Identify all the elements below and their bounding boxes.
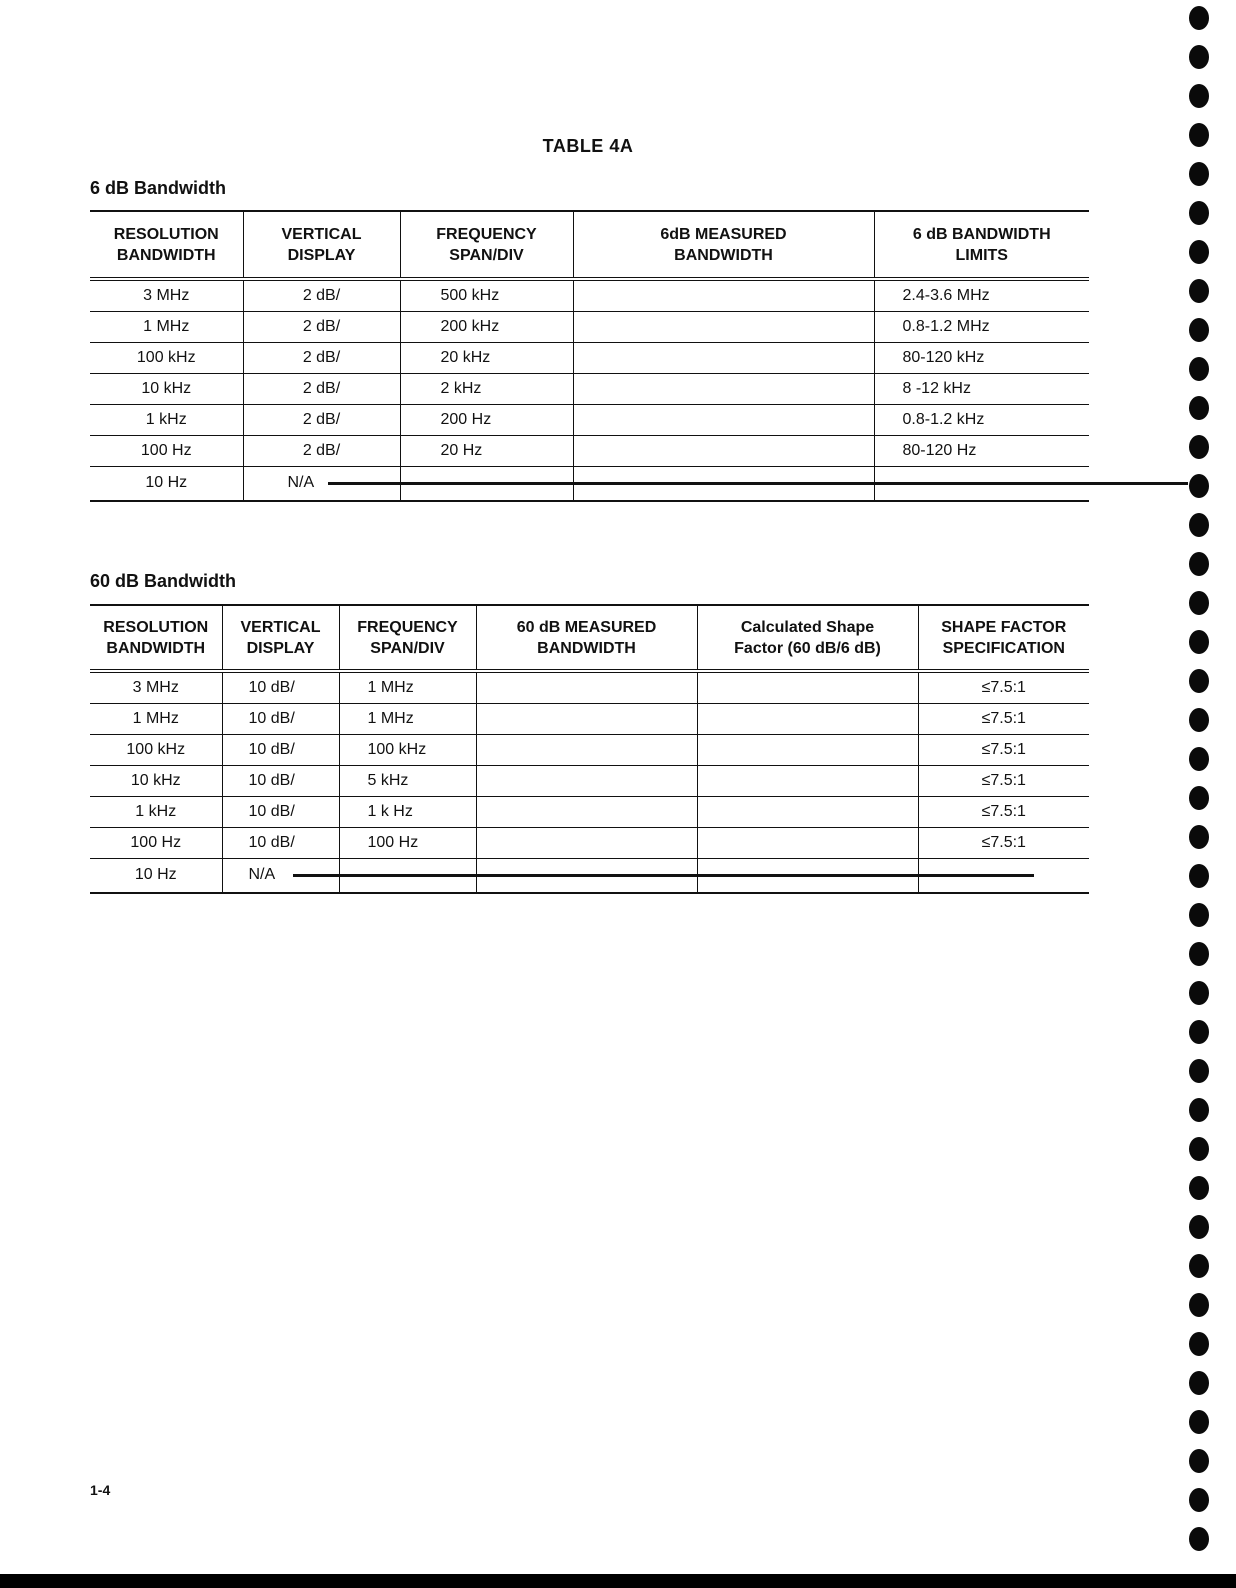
- shape-factor-spec-cell: ≤7.5:1: [918, 797, 1089, 828]
- frequency-span-cell: 500 kHz: [400, 279, 573, 312]
- vertical-display-cell: 2 dB/: [243, 343, 400, 374]
- vertical-display-cell: [243, 467, 400, 501]
- vertical-display-cell: 2 dB/: [243, 405, 400, 436]
- vertical-display-cell: 10 dB/: [222, 766, 339, 797]
- measured-bandwidth-cell[interactable]: [573, 279, 874, 312]
- frequency-span-cell: 1 k Hz: [339, 797, 476, 828]
- measured-bandwidth-cell[interactable]: [573, 312, 874, 343]
- vertical-display-cell: 10 dB/: [222, 704, 339, 735]
- resolution-bandwidth-cell: 3 MHz: [90, 671, 222, 704]
- table-row: [90, 374, 1089, 405]
- measured-bandwidth-cell[interactable]: [476, 766, 697, 797]
- frequency-span-cell: 2 kHz: [400, 374, 573, 405]
- measured-bandwidth-cell[interactable]: [476, 704, 697, 735]
- measured-bandwidth-cell[interactable]: [573, 436, 874, 467]
- resolution-bandwidth-cell: 10 kHz: [90, 374, 243, 405]
- resolution-bandwidth-cell: 1 kHz: [90, 405, 243, 436]
- vertical-display-cell: 2 dB/: [243, 279, 400, 312]
- resolution-bandwidth-cell: 3 MHz: [90, 279, 243, 312]
- resolution-bandwidth-cell: 100 kHz: [90, 735, 222, 766]
- column-header-measured-bandwidth: 60 dB MEASURED BANDWIDTH: [476, 605, 697, 671]
- table-row: [90, 343, 1089, 374]
- shape-factor-spec-cell: [918, 859, 1089, 893]
- table-row: [90, 735, 1089, 766]
- page-title: TABLE 4A: [542, 136, 634, 156]
- shape-factor-spec-cell: ≤7.5:1: [918, 704, 1089, 735]
- scan-bottom-edge: [0, 1574, 1236, 1588]
- table-row: [90, 405, 1089, 436]
- column-header-resolution-bandwidth: RESOLUTION BANDWIDTH: [90, 211, 243, 279]
- table-row-not-applicable: [90, 859, 1089, 893]
- shape-factor-spec-cell: ≤7.5:1: [918, 766, 1089, 797]
- table-row: [90, 436, 1089, 467]
- bandwidth-limit-cell: 0.8-1.2 kHz: [874, 405, 1089, 436]
- column-header-bandwidth-limits: 6 dB BANDWIDTH LIMITS: [874, 211, 1089, 279]
- frequency-span-cell: 200 kHz: [400, 312, 573, 343]
- shape-factor-spec-cell: ≤7.5:1: [918, 828, 1089, 859]
- calculated-shape-factor-cell[interactable]: [697, 828, 918, 859]
- vertical-display-cell: 10 dB/: [222, 671, 339, 704]
- shape-factor-spec-cell: ≤7.5:1: [918, 735, 1089, 766]
- calculated-shape-factor-cell[interactable]: [697, 671, 918, 704]
- frequency-span-cell: 1 MHz: [339, 671, 476, 704]
- frequency-span-cell: 5 kHz: [339, 766, 476, 797]
- column-header-resolution-bandwidth: RESOLUTION BANDWIDTH: [90, 605, 222, 671]
- bandwidth-limit-cell: 8 -12 kHz: [874, 374, 1089, 405]
- calculated-shape-factor-cell[interactable]: [697, 797, 918, 828]
- bandwidth-limit-cell: 0.8-1.2 MHz: [874, 312, 1089, 343]
- frequency-span-cell: [400, 467, 573, 501]
- calculated-shape-factor-cell[interactable]: [697, 766, 918, 797]
- binding-holes: [1186, 4, 1214, 1572]
- vertical-display-cell: [222, 859, 339, 893]
- frequency-span-cell: 1 MHz: [339, 704, 476, 735]
- resolution-bandwidth-cell: 1 kHz: [90, 797, 222, 828]
- shape-factor-spec-cell: ≤7.5:1: [918, 671, 1089, 704]
- frequency-span-cell: 100 Hz: [339, 828, 476, 859]
- vertical-display-cell: 10 dB/: [222, 735, 339, 766]
- table-row: [90, 828, 1089, 859]
- vertical-display-cell: 2 dB/: [243, 436, 400, 467]
- frequency-span-cell: 200 Hz: [400, 405, 573, 436]
- section-heading-6db: 6 dB Bandwidth: [90, 178, 226, 198]
- column-header-calculated-shape-factor: Calculated Shape Factor (60 dB/6 dB): [697, 605, 918, 671]
- measured-bandwidth-cell[interactable]: [573, 343, 874, 374]
- resolution-bandwidth-cell: 10 Hz: [90, 859, 222, 893]
- measured-bandwidth-cell[interactable]: [476, 828, 697, 859]
- resolution-bandwidth-cell: 10 kHz: [90, 766, 222, 797]
- resolution-bandwidth-cell: 10 Hz: [90, 467, 243, 501]
- table-header-row: [90, 605, 1089, 671]
- column-header-frequency-span: FREQUENCY SPAN/DIV: [400, 211, 573, 279]
- column-header-frequency-span: FREQUENCY SPAN/DIV: [339, 605, 476, 671]
- vertical-display-cell: 10 dB/: [222, 797, 339, 828]
- measured-bandwidth-cell: [476, 859, 697, 893]
- table-row: [90, 312, 1089, 343]
- resolution-bandwidth-cell: 100 kHz: [90, 343, 243, 374]
- calculated-shape-factor-cell[interactable]: [697, 735, 918, 766]
- measured-bandwidth-cell[interactable]: [476, 671, 697, 704]
- column-header-vertical-display: VERTICAL DISPLAY: [222, 605, 339, 671]
- resolution-bandwidth-cell: 100 Hz: [90, 436, 243, 467]
- frequency-span-cell: 20 kHz: [400, 343, 573, 374]
- vertical-display-cell: 10 dB/: [222, 828, 339, 859]
- table-header-row: [90, 211, 1089, 279]
- calculated-shape-factor-cell: [697, 859, 918, 893]
- frequency-span-cell: [339, 859, 476, 893]
- frequency-span-cell: 100 kHz: [339, 735, 476, 766]
- calculated-shape-factor-cell[interactable]: [697, 704, 918, 735]
- bandwidth-limit-cell: 2.4-3.6 MHz: [874, 279, 1089, 312]
- table-6db-bandwidth: [90, 210, 1089, 502]
- not-applicable-label: N/A: [248, 866, 276, 884]
- resolution-bandwidth-cell: 1 MHz: [90, 704, 222, 735]
- table-row: [90, 671, 1089, 704]
- bandwidth-limit-cell: 80-120 Hz: [874, 436, 1089, 467]
- bandwidth-limit-cell: [874, 467, 1089, 501]
- frequency-span-cell: 20 Hz: [400, 436, 573, 467]
- measured-bandwidth-cell: [573, 467, 874, 501]
- resolution-bandwidth-cell: 1 MHz: [90, 312, 243, 343]
- measured-bandwidth-cell[interactable]: [476, 797, 697, 828]
- table-row: [90, 704, 1089, 735]
- vertical-display-cell: 2 dB/: [243, 374, 400, 405]
- table-row: [90, 766, 1089, 797]
- vertical-display-cell: 2 dB/: [243, 312, 400, 343]
- column-header-measured-bandwidth: 6dB MEASURED BANDWIDTH: [573, 211, 874, 279]
- column-header-vertical-display: VERTICAL DISPLAY: [243, 211, 400, 279]
- not-applicable-label: N/A: [287, 474, 315, 492]
- page-number: 1-4: [90, 1482, 111, 1498]
- resolution-bandwidth-cell: 100 Hz: [90, 828, 222, 859]
- measured-bandwidth-cell[interactable]: [476, 735, 697, 766]
- table-60db-bandwidth: [90, 604, 1089, 894]
- table-row: [90, 279, 1089, 312]
- column-header-shape-factor-spec: SHAPE FACTOR SPECIFICATION: [918, 605, 1089, 671]
- bandwidth-limit-cell: 80-120 kHz: [874, 343, 1089, 374]
- measured-bandwidth-cell[interactable]: [573, 405, 874, 436]
- table-row: [90, 797, 1089, 828]
- measured-bandwidth-cell[interactable]: [573, 374, 874, 405]
- table-row-not-applicable: [90, 467, 1089, 501]
- section-heading-60db: 60 dB Bandwidth: [90, 571, 237, 591]
